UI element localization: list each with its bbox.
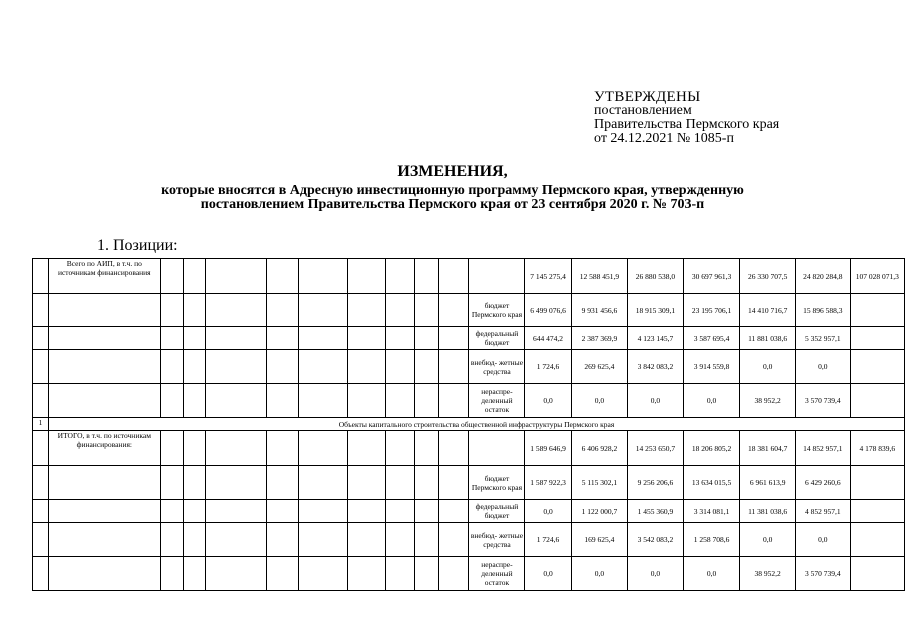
empty-cell	[415, 557, 439, 591]
empty-cell	[49, 466, 161, 500]
empty-cell	[267, 466, 299, 500]
value-cell: 0,0	[525, 500, 571, 523]
total-label: ИТОГО, в т.ч. по источникам финансирования:	[49, 431, 161, 466]
empty-cell	[160, 431, 184, 466]
value-cell: 4 123 145,7	[628, 327, 684, 350]
empty-cell	[299, 523, 347, 557]
empty-cell	[439, 350, 469, 384]
empty-cell	[415, 466, 439, 500]
empty-cell	[439, 259, 469, 294]
empty-cell	[160, 466, 184, 500]
value-cell: 15 896 588,3	[795, 294, 850, 327]
value-cell: 3 587 695,4	[683, 327, 740, 350]
empty-cell	[33, 500, 49, 523]
empty-cell	[184, 259, 205, 294]
empty-cell	[850, 557, 904, 591]
empty-cell	[267, 259, 299, 294]
banner-number: 1	[33, 418, 49, 431]
empty-cell	[267, 431, 299, 466]
approval-stamp	[594, 90, 779, 146]
table-row	[33, 523, 905, 557]
approval-line-1: постановлением	[594, 103, 692, 118]
value-cell: 1 258 708,6	[683, 523, 740, 557]
value-cell: 6 499 076,6	[525, 294, 571, 327]
value-cell: 6 961 613,9	[740, 466, 796, 500]
empty-cell	[347, 350, 385, 384]
empty-cell	[49, 384, 161, 418]
empty-cell	[299, 557, 347, 591]
empty-cell	[299, 384, 347, 418]
section-banner-row	[33, 418, 905, 431]
value-cell: 11 381 038,6	[740, 500, 796, 523]
empty-cell	[160, 500, 184, 523]
empty-cell	[205, 466, 267, 500]
empty-cell	[386, 500, 415, 523]
empty-cell	[184, 350, 205, 384]
empty-cell	[205, 523, 267, 557]
value-cell: 269 625,4	[571, 350, 628, 384]
total-value-cell: 18 381 604,7	[740, 431, 796, 466]
value-cell: 13 634 015,5	[683, 466, 740, 500]
empty-cell	[386, 557, 415, 591]
total-value-cell: 30 697 961,3	[683, 259, 740, 294]
empty-cell	[347, 500, 385, 523]
value-cell: 3 570 739,4	[795, 384, 850, 418]
value-cell: 11 881 038,6	[740, 327, 796, 350]
funding-source-cell: внебюд- жетные средства	[469, 350, 525, 384]
value-cell: 5 352 957,1	[795, 327, 850, 350]
value-cell: 0,0	[525, 384, 571, 418]
total-value-cell: 18 206 805,2	[683, 431, 740, 466]
value-cell: 3 314 081,1	[683, 500, 740, 523]
total-value-cell: 6 406 928,2	[571, 431, 628, 466]
empty-cell	[49, 294, 161, 327]
empty-cell	[415, 523, 439, 557]
empty-cell	[205, 327, 267, 350]
empty-cell	[49, 523, 161, 557]
total-value-cell: 14 253 650,7	[628, 431, 684, 466]
total-value-cell: 12 588 451,9	[571, 259, 628, 294]
empty-cell	[184, 431, 205, 466]
table-row	[33, 431, 905, 466]
empty-cell	[184, 557, 205, 591]
empty-cell	[49, 500, 161, 523]
value-cell: 0,0	[628, 384, 684, 418]
empty-cell	[205, 500, 267, 523]
empty-cell	[184, 523, 205, 557]
value-cell: 0,0	[740, 523, 796, 557]
value-cell: 1 724,6	[525, 350, 571, 384]
table-row	[33, 350, 905, 384]
empty-cell	[49, 327, 161, 350]
empty-cell	[415, 350, 439, 384]
empty-cell	[347, 259, 385, 294]
empty-cell	[386, 466, 415, 500]
empty-cell	[267, 327, 299, 350]
value-cell: 1 587 922,3	[525, 466, 571, 500]
empty-cell	[469, 259, 525, 294]
empty-cell	[415, 500, 439, 523]
value-cell: 38 952,2	[740, 557, 796, 591]
empty-cell	[205, 384, 267, 418]
empty-cell	[33, 557, 49, 591]
investment-table	[32, 258, 905, 591]
empty-cell	[386, 523, 415, 557]
funding-source-cell: внебюд- жетные средства	[469, 523, 525, 557]
total-value-cell: 1 589 646,9	[525, 431, 571, 466]
total-value-cell: 107 028 071,3	[850, 259, 904, 294]
table-row	[33, 294, 905, 327]
empty-cell	[160, 327, 184, 350]
empty-cell	[160, 384, 184, 418]
empty-cell	[850, 500, 904, 523]
total-value-cell: 24 820 284,8	[795, 259, 850, 294]
empty-cell	[439, 466, 469, 500]
value-cell: 18 915 309,1	[628, 294, 684, 327]
empty-cell	[347, 294, 385, 327]
value-cell: 644 474,2	[525, 327, 571, 350]
empty-cell	[386, 350, 415, 384]
empty-cell	[850, 350, 904, 384]
empty-cell	[415, 327, 439, 350]
value-cell: 14 410 716,7	[740, 294, 796, 327]
empty-cell	[347, 431, 385, 466]
empty-cell	[439, 523, 469, 557]
value-cell: 0,0	[525, 557, 571, 591]
empty-cell	[347, 327, 385, 350]
empty-cell	[160, 294, 184, 327]
empty-cell	[850, 294, 904, 327]
empty-cell	[33, 294, 49, 327]
value-cell: 6 429 260,6	[795, 466, 850, 500]
empty-cell	[347, 557, 385, 591]
empty-cell	[160, 350, 184, 384]
empty-cell	[439, 500, 469, 523]
value-cell: 0,0	[571, 384, 628, 418]
empty-cell	[184, 294, 205, 327]
empty-cell	[267, 294, 299, 327]
empty-cell	[299, 294, 347, 327]
empty-cell	[267, 557, 299, 591]
approval-line-3: от 24.12.2021 № 1085-п	[594, 131, 734, 146]
value-cell: 38 952,2	[740, 384, 796, 418]
empty-cell	[850, 466, 904, 500]
empty-cell	[49, 350, 161, 384]
empty-cell	[205, 259, 267, 294]
empty-cell	[415, 294, 439, 327]
document-title: ИЗМЕНЕНИЯ,	[397, 163, 508, 180]
empty-cell	[347, 384, 385, 418]
total-label: Всего по АИП, в т.ч. по источникам финансирования	[49, 259, 161, 294]
empty-cell	[49, 557, 161, 591]
approval-line-2: Правительства Пермского края	[594, 117, 780, 132]
empty-cell	[160, 523, 184, 557]
table-row	[33, 466, 905, 500]
value-cell: 169 625,4	[571, 523, 628, 557]
value-cell: 5 115 302,1	[571, 466, 628, 500]
table-row	[33, 259, 905, 294]
value-cell: 0,0	[628, 557, 684, 591]
value-cell: 23 195 706,1	[683, 294, 740, 327]
value-cell: 0,0	[795, 523, 850, 557]
approval-heading: УТВЕРЖДЕНЫ	[594, 89, 701, 105]
value-cell: 9 256 206,6	[628, 466, 684, 500]
section-heading: 1. Позиции:	[97, 237, 178, 254]
empty-cell	[439, 431, 469, 466]
empty-cell	[299, 500, 347, 523]
empty-cell	[386, 294, 415, 327]
empty-cell	[299, 350, 347, 384]
empty-cell	[33, 466, 49, 500]
empty-cell	[415, 431, 439, 466]
table-row	[33, 557, 905, 591]
document-subtitle	[0, 184, 905, 212]
empty-cell	[850, 384, 904, 418]
value-cell: 0,0	[795, 350, 850, 384]
value-cell: 0,0	[740, 350, 796, 384]
subtitle-line-2: постановлением Правительства Пермского края от 23 сентября 2020 г. № 703-п	[200, 197, 705, 212]
empty-cell	[184, 500, 205, 523]
empty-cell	[267, 500, 299, 523]
empty-cell	[184, 466, 205, 500]
table-row	[33, 327, 905, 350]
value-cell: 2 387 369,9	[571, 327, 628, 350]
empty-cell	[347, 466, 385, 500]
value-cell: 9 931 456,6	[571, 294, 628, 327]
value-cell: 3 570 739,4	[795, 557, 850, 591]
empty-cell	[184, 327, 205, 350]
empty-cell	[299, 259, 347, 294]
empty-cell	[33, 327, 49, 350]
empty-cell	[33, 384, 49, 418]
total-value-cell: 7 145 275,4	[525, 259, 571, 294]
empty-cell	[205, 431, 267, 466]
empty-cell	[160, 259, 184, 294]
empty-cell	[299, 466, 347, 500]
value-cell: 3 542 083,2	[628, 523, 684, 557]
value-cell: 0,0	[683, 557, 740, 591]
table-row	[33, 384, 905, 418]
value-cell: 1 122 000,7	[571, 500, 628, 523]
empty-cell	[469, 431, 525, 466]
empty-cell	[386, 431, 415, 466]
empty-cell	[184, 384, 205, 418]
empty-cell	[439, 384, 469, 418]
empty-cell	[299, 431, 347, 466]
empty-cell	[347, 523, 385, 557]
empty-cell	[205, 557, 267, 591]
total-value-cell: 4 178 839,6	[850, 431, 904, 466]
total-value-cell: 26 880 538,0	[628, 259, 684, 294]
empty-cell	[267, 523, 299, 557]
empty-cell	[386, 384, 415, 418]
empty-cell	[415, 259, 439, 294]
value-cell: 0,0	[683, 384, 740, 418]
empty-cell	[267, 350, 299, 384]
funding-source-cell: нераспре- деленный остаток	[469, 384, 525, 418]
empty-cell	[33, 350, 49, 384]
empty-cell	[160, 557, 184, 591]
empty-cell	[386, 259, 415, 294]
value-cell: 1 724,6	[525, 523, 571, 557]
empty-cell	[850, 327, 904, 350]
banner-text: Объекты капитального строительства общественной инфраструктуры Пермского края	[49, 418, 905, 431]
empty-cell	[439, 327, 469, 350]
empty-cell	[299, 327, 347, 350]
empty-cell	[439, 557, 469, 591]
empty-cell	[415, 384, 439, 418]
value-cell: 4 852 957,1	[795, 500, 850, 523]
total-value-cell: 26 330 707,5	[740, 259, 796, 294]
total-value-cell: 14 852 957,1	[795, 431, 850, 466]
row-number-cell	[33, 431, 49, 466]
funding-source-cell: бюджет Пермского края	[469, 466, 525, 500]
funding-source-cell: бюджет Пермского края	[469, 294, 525, 327]
value-cell: 3 842 083,2	[628, 350, 684, 384]
empty-cell	[205, 294, 267, 327]
empty-cell	[386, 327, 415, 350]
empty-cell	[439, 294, 469, 327]
table-row	[33, 500, 905, 523]
value-cell: 3 914 559,8	[683, 350, 740, 384]
value-cell: 1 455 360,9	[628, 500, 684, 523]
value-cell: 0,0	[571, 557, 628, 591]
empty-cell	[267, 384, 299, 418]
empty-cell	[33, 523, 49, 557]
funding-source-cell: федеральный бюджет	[469, 327, 525, 350]
subtitle-line-1: которые вносятся в Адресную инвестиционную программу Пермского края, утвержденную	[161, 183, 744, 198]
row-number-cell	[33, 259, 49, 294]
empty-cell	[205, 350, 267, 384]
empty-cell	[850, 523, 904, 557]
funding-source-cell: нераспре- деленный остаток	[469, 557, 525, 591]
funding-source-cell: федеральный бюджет	[469, 500, 525, 523]
